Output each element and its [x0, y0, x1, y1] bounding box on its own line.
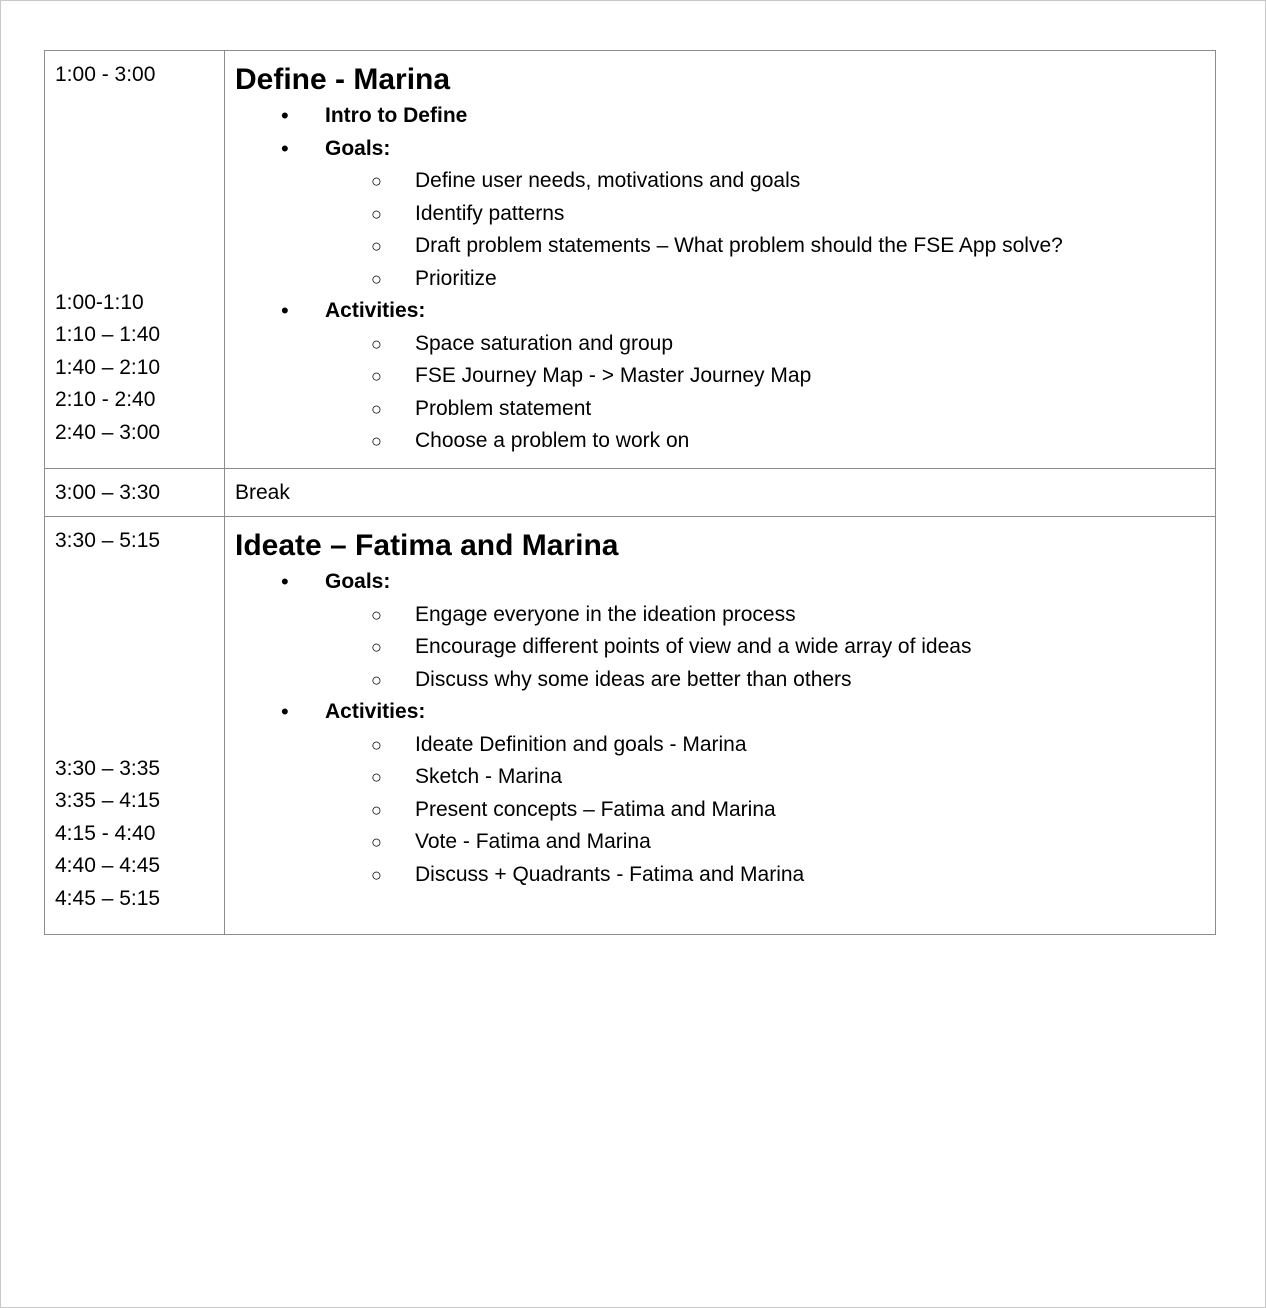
- circle-bullet-icon: ○: [371, 734, 382, 755]
- sub-time: 2:40 – 3:00: [55, 420, 161, 444]
- sub-time: 1:40 – 2:10: [55, 355, 161, 379]
- list-item-label: Ideate Definition and goals - Marina: [415, 732, 747, 756]
- section-title: Ideate – Fatima and Marina: [235, 529, 619, 562]
- goals-label: Goals:: [325, 136, 391, 160]
- list-item: [235, 198, 1205, 231]
- circle-bullet-icon: ○: [371, 767, 382, 787]
- circle-bullet-icon: ○: [371, 268, 382, 289]
- list-item-label: Define user needs, motivations and goals: [415, 169, 801, 192]
- list-item-label: Prioritize: [415, 266, 497, 290]
- break-label: Break: [235, 481, 290, 504]
- section-title: Define - Marina: [235, 63, 451, 96]
- sub-time: 3:30 – 3:35: [55, 756, 161, 780]
- list-item: [235, 425, 1205, 458]
- circle-bullet-icon: ○: [371, 203, 382, 224]
- list-item: [235, 599, 1205, 632]
- list-item: [235, 393, 1205, 426]
- list-item-label: Vote - Fatima and Marina: [415, 830, 651, 853]
- circle-bullet-icon: ○: [371, 799, 382, 820]
- goals-label: Goals:: [325, 570, 391, 593]
- list-item: [235, 165, 1205, 198]
- bullet-icon: •: [281, 569, 289, 594]
- list-item-label: Identify patterns: [415, 201, 565, 225]
- list-item: [235, 328, 1205, 361]
- bullet-icon: •: [281, 135, 289, 161]
- activities-label: Activities:: [325, 700, 426, 723]
- time-cell: [45, 51, 225, 469]
- bullet-icon: •: [281, 699, 289, 724]
- list-item: [235, 664, 1205, 697]
- list-item-label: Encourage different points of view and a wide array of ideas: [415, 635, 972, 658]
- list-item: [235, 631, 1205, 664]
- sub-time: 4:45 – 5:15: [55, 886, 161, 910]
- list-item: [235, 859, 1205, 892]
- list-item-label: FSE Journey Map - > Master Journey Map: [415, 364, 812, 387]
- time-cell: [45, 469, 225, 517]
- circle-bullet-icon: ○: [371, 398, 382, 419]
- list-item: [235, 263, 1205, 296]
- circle-bullet-icon: ○: [371, 832, 382, 852]
- circle-bullet-icon: ○: [371, 637, 382, 657]
- bullet-icon: •: [281, 298, 289, 323]
- sub-time: 1:10 – 1:40: [55, 323, 161, 346]
- list-item-label: Choose a problem to work on: [415, 429, 690, 452]
- circle-bullet-icon: ○: [371, 171, 382, 191]
- list-item-label: Discuss + Quadrants - Fatima and Marina: [415, 862, 805, 886]
- list-item: [235, 794, 1205, 827]
- time-cell: [45, 517, 225, 935]
- list-item: [235, 761, 1205, 794]
- list-item-label: Draft problem statements – What problem should the FSE App solve?: [415, 234, 1063, 257]
- list-item: [235, 295, 1205, 328]
- circle-bullet-icon: ○: [371, 333, 382, 354]
- content-cell: [225, 517, 1216, 935]
- time-range: 3:00 – 3:30: [55, 481, 161, 504]
- list-item-label: Problem statement: [415, 396, 592, 420]
- time-range: 1:00 - 3:00: [55, 63, 156, 86]
- circle-bullet-icon: ○: [371, 431, 382, 451]
- sub-time: 2:10 - 2:40: [55, 388, 156, 411]
- list-item-label: Present concepts – Fatima and Marina: [415, 797, 776, 821]
- list-item: [235, 360, 1205, 393]
- table-row: [45, 51, 1216, 469]
- circle-bullet-icon: ○: [371, 366, 382, 386]
- circle-bullet-icon: ○: [371, 864, 382, 885]
- circle-bullet-icon: ○: [371, 236, 382, 256]
- list-item-label: Sketch - Marina: [415, 765, 563, 788]
- activities-label: Activities:: [325, 299, 426, 322]
- list-item-label: Engage everyone in the ideation process: [415, 602, 796, 626]
- circle-bullet-icon: ○: [371, 669, 382, 690]
- list-item: [235, 696, 1205, 729]
- table-row: [45, 517, 1216, 935]
- list-item-label: Space saturation and group: [415, 331, 674, 355]
- sub-time: 4:15 - 4:40: [55, 821, 156, 845]
- list-item: [235, 133, 1205, 166]
- content-cell: [225, 469, 1216, 517]
- circle-bullet-icon: ○: [371, 604, 382, 625]
- sub-time: 4:40 – 4:45: [55, 854, 161, 877]
- list-item: [235, 826, 1205, 859]
- list-item-label: Intro to Define: [325, 104, 468, 127]
- list-item: [235, 230, 1205, 263]
- list-item: [235, 566, 1205, 599]
- time-range: 3:30 – 5:15: [55, 529, 161, 552]
- list-item-label: Discuss why some ideas are better than others: [415, 667, 852, 691]
- agenda-table: [44, 50, 1216, 935]
- sub-time: 3:35 – 4:15: [55, 789, 161, 812]
- table-row: [45, 469, 1216, 517]
- bullet-icon: •: [281, 103, 289, 128]
- content-cell: [225, 51, 1216, 469]
- list-item: [235, 100, 1205, 133]
- list-item: [235, 729, 1205, 762]
- sub-time: 1:00-1:10: [55, 290, 144, 314]
